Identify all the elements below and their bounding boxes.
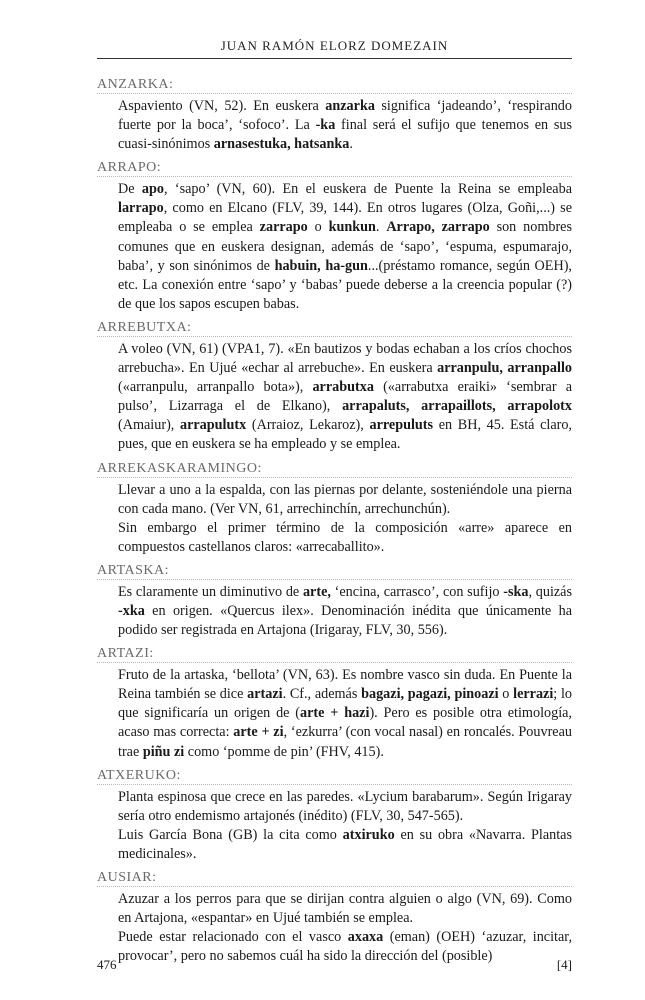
text-run: Planta espinosa que crece en las paredes. «Lycium barabarum». Según Irigaray sería otro endemismo artajonés (inédito) (FLV, 30, 547-565).: [118, 788, 572, 824]
bold-term: bagazi, pagazi, pinoazi: [361, 686, 499, 703]
bold-term: Arrapo, zarrapo: [386, 219, 490, 236]
definition-paragraph: [118, 788, 572, 826]
dictionary-entry: [97, 319, 572, 455]
definition-paragraph: [118, 666, 572, 761]
text-run: ‘encina, carrasco’, con sufijo: [330, 583, 504, 600]
text-run: Sin embargo el primer término de la composición «arre» aparece en compuestos castellanos claros: «arrecaballito».: [118, 519, 572, 555]
definition-paragraph: [118, 890, 572, 928]
entry-definition: [97, 340, 572, 455]
text-run: en su obra «Navarra. Plantas medicinales».: [118, 826, 572, 862]
text-run: o: [498, 686, 514, 703]
bold-term: lerrazi: [513, 686, 554, 703]
text-run: (Amaiur),: [118, 417, 180, 434]
text-run: ). Pero es posible otra etimología, acaso mas correcta:: [118, 705, 572, 741]
text-run: Puede estar relacionado con el vasco: [118, 929, 348, 946]
text-run: o: [307, 219, 329, 236]
text-run: , como en Elcano (FLV, 39, 144). En otros lugares (Olza, Goñi,...) se empleaba o se emplea: [118, 200, 572, 236]
text-run: («arranpulu, arranpallo bota»),: [118, 379, 313, 396]
entry-headword: ATXERUKO:: [97, 767, 572, 785]
entry-definition: [97, 180, 572, 314]
entry-headword: ANZARKA:: [97, 76, 572, 94]
text-run: . Cf., además: [282, 686, 362, 703]
text-run: son nombres comunes que en euskera designan, además de ‘sapo’, ‘espuma, espumarajo, baba’, y son sinónimos de: [118, 219, 572, 274]
text-run: , quizás: [528, 583, 572, 600]
bold-term: arte + zi: [233, 724, 284, 741]
text-run: (Arraioz, Lekaroz),: [246, 417, 370, 434]
text-run: De: [118, 181, 142, 198]
dictionary-entry: [97, 562, 572, 640]
bold-term: arrapaluts, arrapaillots, arrapolotx: [342, 398, 572, 415]
bold-term: artazi: [247, 686, 283, 703]
bold-term: arrabutxa: [312, 379, 374, 396]
text-run: .: [375, 219, 387, 236]
text-run: en BH, 45. Está claro, pues, que en euskera se ha empleado y se emplea.: [118, 417, 572, 453]
text-run: Luis García Bona (GB) la cita como: [118, 826, 343, 843]
dictionary-entry: [97, 645, 572, 761]
entry-definition: [97, 890, 572, 966]
definition-paragraph: [118, 519, 572, 557]
entry-headword: ARTAZI:: [97, 645, 572, 663]
definition-paragraph: [118, 481, 572, 519]
entry-headword: ARREKASKARAMINGO:: [97, 460, 572, 478]
bold-term: -ska: [503, 583, 529, 600]
text-run: como ‘pomme de pin’ (FHV, 415).: [184, 743, 384, 760]
text-run: ...(préstamo romance, según OEH), etc. La conexión entre ‘sapo’ y ‘babas’ puede deberse a la creencia popular (?) de que los sapos escupen babas.: [118, 257, 572, 312]
text-run: Fruto de la artaska, ‘bellota’ (VN, 63). Es nombre vasco sin duda. En Puente la Reina también se dice: [118, 667, 572, 703]
text-run: (eman) (OEH) ‘azuzar, incitar, provocar’, pero no sabemos cuál ha sido la dirección del (posible): [118, 929, 572, 965]
definition-paragraph: [118, 826, 572, 864]
dictionary-entry: [97, 460, 572, 557]
dictionary-entry: [97, 159, 572, 314]
text-run: («arrabutxa eraiki» ‘sembrar a pulso’, Lizarraga el de Elkano),: [118, 379, 572, 415]
dictionary-entries: [97, 76, 572, 971]
definition-paragraph: [118, 583, 572, 640]
running-title: JUAN RAMÓN ELORZ DOMEZAIN: [220, 38, 449, 53]
definition-paragraph: [118, 97, 572, 154]
entry-headword: ARRAPO:: [97, 159, 572, 177]
entry-definition: [97, 97, 572, 154]
bold-term: habuin, ha-gun: [274, 257, 368, 274]
bold-term: -ka: [315, 117, 336, 134]
bold-term: arrapulutx: [179, 417, 247, 434]
text-run: Llevar a uno a la espalda, con las piernas por delante, sosteniéndole una pierna con cada mano. (Ver VN, 61, arrechinchín, arrechunchún).: [118, 481, 572, 517]
bold-term: larrapo: [118, 200, 164, 217]
definition-paragraph: [118, 340, 572, 455]
dictionary-entry: [97, 869, 572, 966]
text-run: Azuzar a los perros para que se dirijan contra alguien o algo (VN, 69). Como en Artajona, «espantar» en Ujué también se emplea.: [118, 891, 572, 927]
text-run: .: [349, 136, 353, 153]
bold-term: arranpulu, arranpallo: [437, 360, 572, 377]
entry-definition: [97, 666, 572, 761]
bold-term: anzarka: [325, 98, 375, 114]
text-run: Aspaviento (VN, 52). En euskera: [118, 98, 326, 114]
text-run: Es claramente un diminutivo de: [118, 583, 303, 600]
bold-term: kunkun: [328, 219, 376, 236]
header-rule: [97, 58, 572, 59]
bold-term: arte + hazi: [300, 705, 370, 722]
signature-mark: [4]: [556, 957, 572, 972]
entry-headword: AUSIAR:: [97, 869, 572, 887]
text-run: , ‘ezkurra’ (con vocal nasal) en roncalés. Pouvreau trae: [118, 724, 572, 760]
bold-term: piñu zi: [142, 743, 185, 760]
bold-term: -xka: [118, 602, 145, 619]
entry-headword: ARREBUTXA:: [97, 319, 572, 337]
entry-definition: [97, 583, 572, 640]
bold-term: arrepuluts: [369, 417, 434, 434]
bold-term: atxiruko: [342, 826, 395, 843]
dictionary-entry: [97, 76, 572, 154]
text-run: final será el sufijo que tenemos en sus cuasi-sinónimos: [118, 117, 572, 153]
entry-headword: ARTASKA:: [97, 562, 572, 580]
text-run: A voleo (VN, 61) (VPA1, 7). «En bautizos y bodas echaban a los críos chochos arrebucha». En Ujué «echar al arrebuche». En euskera: [118, 340, 572, 377]
bold-term: arte,: [302, 583, 331, 600]
bold-term: arnasestuka, hatsanka: [213, 136, 350, 153]
definition-paragraph: [118, 928, 572, 966]
text-run: ; lo que significaría un origen de (: [118, 686, 572, 722]
dictionary-entry: [97, 767, 572, 864]
bold-term: zarrapo: [259, 219, 308, 236]
bold-term: apo: [141, 181, 164, 198]
page-number: 476: [97, 957, 117, 972]
text-run: , ‘sapo’ (VN, 60). En el euskera de Puente la Reina se empleaba: [163, 181, 572, 198]
entry-definition: [97, 788, 572, 864]
text-run: significa ‘jadeando’, ‘respirando fuerte por la boca’, ‘sofoco’. La: [118, 98, 572, 134]
bold-term: axaxa: [347, 929, 384, 946]
definition-paragraph: [118, 180, 572, 314]
entry-definition: [97, 481, 572, 557]
text-run: en origen. «Quercus ilex». Denominación inédita que únicamente ha podido ser registrada en Artajona (Irigaray, FLV, 30, 556).: [118, 602, 572, 639]
